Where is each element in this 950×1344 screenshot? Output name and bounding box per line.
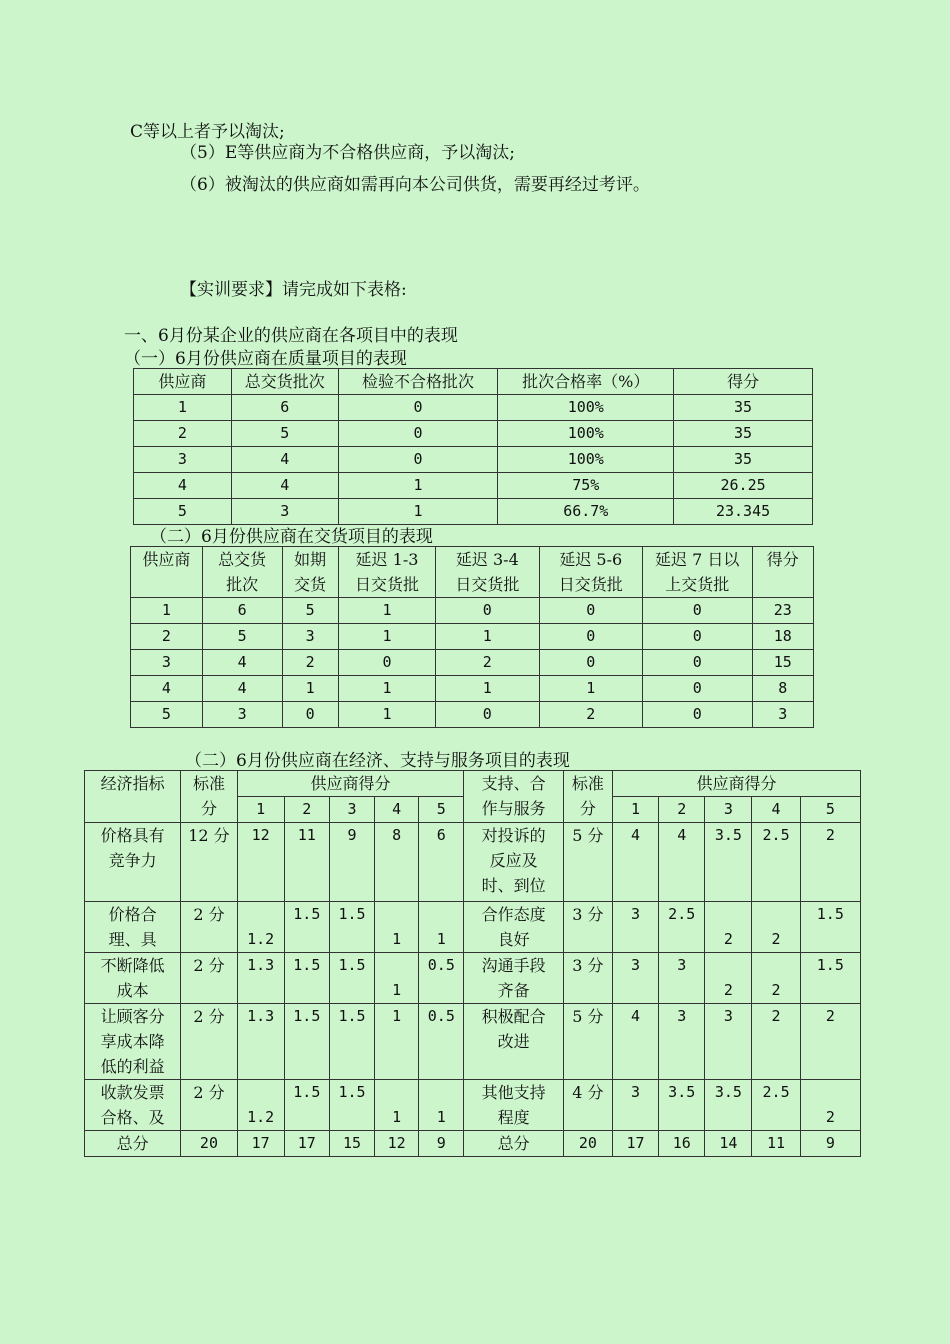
cell: 3.5 xyxy=(659,1080,705,1131)
cell: 4 xyxy=(134,473,232,499)
cell: 14 xyxy=(705,1131,752,1157)
cell: 20 xyxy=(563,1131,612,1157)
cell: 35 xyxy=(674,447,813,473)
table-row xyxy=(134,421,813,447)
cell: 3.5 xyxy=(705,823,752,902)
cell: 17 xyxy=(237,1131,284,1157)
cell: 23 xyxy=(752,598,813,624)
header-cell: 供应商得分 xyxy=(612,771,860,797)
cell: 1 xyxy=(375,902,419,953)
cell: 0 xyxy=(338,650,435,676)
cell: 1.5 xyxy=(329,902,374,953)
cell: 1 xyxy=(436,624,539,650)
cell: 1 xyxy=(419,902,464,953)
cell: 5 xyxy=(231,421,338,447)
cell: 积极配合 改进 xyxy=(464,1004,563,1080)
table-row xyxy=(134,499,813,525)
cell: 2 xyxy=(131,624,203,650)
economy-caption: （二）6月份供应商在经济、支持与服务项目的表现 xyxy=(185,751,570,771)
cell: 3 xyxy=(752,702,813,728)
cell: 18 xyxy=(752,624,813,650)
cell: 1 xyxy=(436,676,539,702)
cell: 2 xyxy=(705,953,752,1004)
cell: 0 xyxy=(642,676,752,702)
table-row xyxy=(85,823,861,902)
cell: 0 xyxy=(642,598,752,624)
cell: 100% xyxy=(498,395,674,421)
header-cell: 供应商 xyxy=(131,547,203,598)
table-row xyxy=(85,953,861,1004)
cell: 4 xyxy=(131,676,203,702)
cell: 23.345 xyxy=(674,499,813,525)
cell: 3 xyxy=(612,902,658,953)
cell: 5 xyxy=(131,702,203,728)
cell: 总分 xyxy=(85,1131,181,1157)
header-cell: 总交货批次 xyxy=(231,369,338,395)
cell: 4 xyxy=(231,473,338,499)
cell: 1 xyxy=(338,676,435,702)
cell: 12 xyxy=(375,1131,419,1157)
intro-line-3: （6）被淘汰的供应商如需再向本公司供货，需要再经过考评。 xyxy=(180,175,650,195)
cell: 4 分 xyxy=(563,1080,612,1131)
cell: 3 xyxy=(131,650,203,676)
cell: 价格具有 竞争力 xyxy=(85,823,181,902)
cell: 6 xyxy=(202,598,282,624)
cell: 12 xyxy=(237,823,284,902)
cell: 15 xyxy=(329,1131,374,1157)
cell: 3 xyxy=(612,1080,658,1131)
intro-line-2: （5）E等供应商为不合格供应商，予以淘汰; xyxy=(180,143,515,163)
cell: 收款发票 合格、及 xyxy=(85,1080,181,1131)
cell: 16 xyxy=(659,1131,705,1157)
cell: 价格合 理、具 xyxy=(85,902,181,953)
header-cell: 检验不合格批次 xyxy=(338,369,498,395)
cell: 4 xyxy=(202,650,282,676)
header-cell: 供应商得分 xyxy=(237,771,464,797)
cell: 1 xyxy=(131,598,203,624)
header-cell: 总交货 批次 xyxy=(202,547,282,598)
table-row xyxy=(131,650,814,676)
intro-line-1: C等以上者予以淘汰; xyxy=(130,122,285,142)
header-cell: 经济指标 xyxy=(85,771,181,823)
cell: 0.5 xyxy=(419,1004,464,1080)
header-cell: 得分 xyxy=(674,369,813,395)
cell: 66.7% xyxy=(498,499,674,525)
cell: 1.2 xyxy=(237,1080,284,1131)
cell: 100% xyxy=(498,421,674,447)
cell: 12 分 xyxy=(181,823,237,902)
cell: 2 xyxy=(134,421,232,447)
cell: 26.25 xyxy=(674,473,813,499)
header-cell: 如期 交货 xyxy=(282,547,338,598)
supplier-num: 5 xyxy=(800,797,860,823)
cell: 9 xyxy=(419,1131,464,1157)
cell: 2 分 xyxy=(181,953,237,1004)
cell: 8 xyxy=(752,676,813,702)
cell: 0 xyxy=(436,702,539,728)
cell: 0 xyxy=(436,598,539,624)
cell: 3 xyxy=(659,953,705,1004)
cell: 1 xyxy=(375,953,419,1004)
cell: 6 xyxy=(419,823,464,902)
cell: 11 xyxy=(752,1131,800,1157)
cell: 5 分 xyxy=(563,823,612,902)
cell: 1.2 xyxy=(237,902,284,953)
cell: 1 xyxy=(338,499,498,525)
cell: 0 xyxy=(338,395,498,421)
cell: 1 xyxy=(134,395,232,421)
header-cell: 供应商 xyxy=(134,369,232,395)
cell: 75% xyxy=(498,473,674,499)
cell: 1 xyxy=(338,598,435,624)
table-row xyxy=(131,624,814,650)
table-row xyxy=(134,395,813,421)
supplier-num: 3 xyxy=(705,797,752,823)
cell: 1 xyxy=(282,676,338,702)
cell: 1.5 xyxy=(284,953,329,1004)
cell: 总分 xyxy=(464,1131,563,1157)
cell: 2 xyxy=(752,902,800,953)
cell: 3 xyxy=(282,624,338,650)
cell: 2 xyxy=(436,650,539,676)
cell: 2 xyxy=(752,1004,800,1080)
cell: 2 xyxy=(705,902,752,953)
cell: 2 xyxy=(800,823,860,902)
cell: 35 xyxy=(674,421,813,447)
cell: 0 xyxy=(642,702,752,728)
cell: 对投诉的 反应及 时、到位 xyxy=(464,823,563,902)
supplier-num: 4 xyxy=(375,797,419,823)
cell: 0 xyxy=(539,624,642,650)
economy-table xyxy=(84,770,861,1157)
cell: 1 xyxy=(539,676,642,702)
cell: 20 xyxy=(181,1131,237,1157)
cell: 100% xyxy=(498,447,674,473)
cell: 15 xyxy=(752,650,813,676)
supplier-num: 2 xyxy=(284,797,329,823)
cell: 沟通手段 齐备 xyxy=(464,953,563,1004)
cell: 11 xyxy=(284,823,329,902)
cell: 3 xyxy=(202,702,282,728)
supplier-num: 1 xyxy=(237,797,284,823)
cell: 1 xyxy=(338,624,435,650)
cell: 让顾客分 享成本降 低的利益 xyxy=(85,1004,181,1080)
total-row xyxy=(85,1131,861,1157)
table-row xyxy=(134,473,813,499)
cell: 1 xyxy=(375,1004,419,1080)
cell: 1.5 xyxy=(329,1004,374,1080)
table-row xyxy=(85,1004,861,1080)
cell: 0 xyxy=(282,702,338,728)
cell: 35 xyxy=(674,395,813,421)
cell: 3 xyxy=(659,1004,705,1080)
cell: 2 xyxy=(800,1004,860,1080)
section-heading: 一、6月份某企业的供应商在各项目中的表现 xyxy=(124,326,458,346)
cell: 2 xyxy=(752,953,800,1004)
cell: 4 xyxy=(659,823,705,902)
supplier-num: 4 xyxy=(752,797,800,823)
cell: 0.5 xyxy=(419,953,464,1004)
cell: 4 xyxy=(202,676,282,702)
header-cell: 延迟 1-3 日交货批 xyxy=(338,547,435,598)
table-row xyxy=(131,702,814,728)
cell: 2.5 xyxy=(752,1080,800,1131)
cell: 其他支持 程度 xyxy=(464,1080,563,1131)
cell: 3 xyxy=(231,499,338,525)
table-header-row xyxy=(85,771,861,797)
cell: 1.5 xyxy=(800,902,860,953)
header-cell: 延迟 7 日以 上交货批 xyxy=(642,547,752,598)
cell: 1.3 xyxy=(237,953,284,1004)
cell: 2.5 xyxy=(659,902,705,953)
supplier-num: 2 xyxy=(659,797,705,823)
supplier-num: 5 xyxy=(419,797,464,823)
table-row xyxy=(131,676,814,702)
header-cell: 延迟 3-4 日交货批 xyxy=(436,547,539,598)
table-row xyxy=(85,902,861,953)
cell: 1.5 xyxy=(284,902,329,953)
cell: 4 xyxy=(231,447,338,473)
delivery-table xyxy=(130,546,814,728)
cell: 6 xyxy=(231,395,338,421)
cell: 1.3 xyxy=(237,1004,284,1080)
cell: 0 xyxy=(338,447,498,473)
cell: 1 xyxy=(338,473,498,499)
cell: 0 xyxy=(642,650,752,676)
cell: 9 xyxy=(800,1131,860,1157)
cell: 17 xyxy=(612,1131,658,1157)
cell: 1 xyxy=(338,702,435,728)
cell: 2 xyxy=(800,1080,860,1131)
cell: 4 xyxy=(612,823,658,902)
quality-table xyxy=(133,368,813,525)
cell: 1.5 xyxy=(329,1080,374,1131)
cell: 2 分 xyxy=(181,1080,237,1131)
cell: 0 xyxy=(338,421,498,447)
cell: 5 xyxy=(134,499,232,525)
header-cell: 支持、合 作与服务 xyxy=(464,771,563,823)
header-cell: 得分 xyxy=(752,547,813,598)
cell: 5 xyxy=(282,598,338,624)
cell: 1 xyxy=(419,1080,464,1131)
header-cell: 延迟 5-6 日交货批 xyxy=(539,547,642,598)
cell: 1 xyxy=(375,1080,419,1131)
header-cell: 批次合格率（%） xyxy=(498,369,674,395)
delivery-caption: （二）6月份供应商在交货项目的表现 xyxy=(150,527,433,547)
table-row xyxy=(85,1080,861,1131)
cell: 2.5 xyxy=(752,823,800,902)
header-cell: 标准 分 xyxy=(181,771,237,823)
cell: 2 分 xyxy=(181,902,237,953)
table-header-row xyxy=(134,369,813,395)
cell: 1.5 xyxy=(329,953,374,1004)
cell: 9 xyxy=(329,823,374,902)
cell: 3 xyxy=(134,447,232,473)
cell: 3 分 xyxy=(563,953,612,1004)
cell: 2 分 xyxy=(181,1004,237,1080)
table-row xyxy=(134,447,813,473)
cell: 3 xyxy=(612,953,658,1004)
cell: 3.5 xyxy=(705,1080,752,1131)
cell: 1.5 xyxy=(284,1080,329,1131)
cell: 3 分 xyxy=(563,902,612,953)
cell: 5 分 xyxy=(563,1004,612,1080)
task-heading: 【实训要求】请完成如下表格: xyxy=(180,280,407,300)
supplier-num: 1 xyxy=(612,797,658,823)
cell: 4 xyxy=(612,1004,658,1080)
cell: 3 xyxy=(705,1004,752,1080)
cell: 不断降低 成本 xyxy=(85,953,181,1004)
cell: 1.5 xyxy=(284,1004,329,1080)
cell: 2 xyxy=(282,650,338,676)
cell: 5 xyxy=(202,624,282,650)
cell: 8 xyxy=(375,823,419,902)
supplier-num: 3 xyxy=(329,797,374,823)
cell: 0 xyxy=(539,650,642,676)
cell: 2 xyxy=(539,702,642,728)
table-row xyxy=(131,598,814,624)
cell: 1.5 xyxy=(800,953,860,1004)
cell: 合作态度 良好 xyxy=(464,902,563,953)
table-header-row xyxy=(131,547,814,598)
cell: 17 xyxy=(284,1131,329,1157)
cell: 0 xyxy=(539,598,642,624)
quality-caption: （一）6月份供应商在质量项目的表现 xyxy=(124,349,407,369)
cell: 0 xyxy=(642,624,752,650)
header-cell: 标准 分 xyxy=(563,771,612,823)
